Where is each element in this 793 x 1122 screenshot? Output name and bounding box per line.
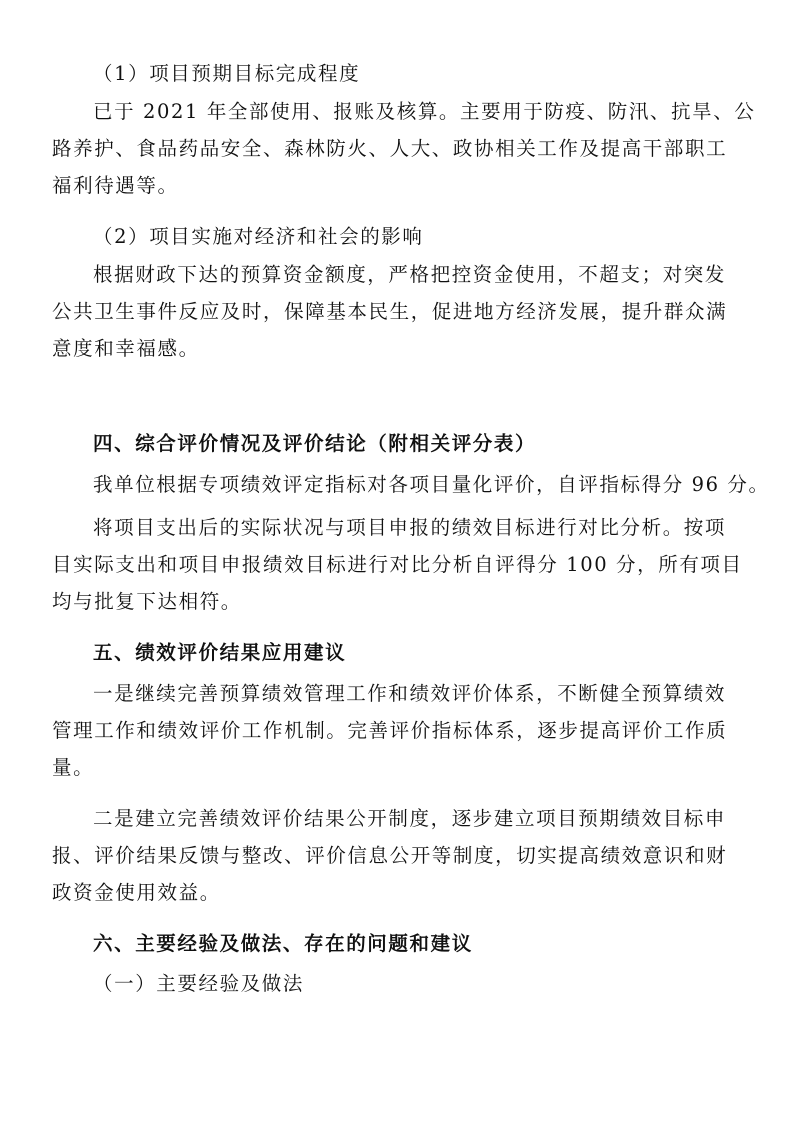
paragraph-3: [52, 466, 770, 503]
subheading-line: （2）项目实施对经济和社会的影响: [93, 225, 424, 248]
paragraph-5: [52, 675, 746, 786]
paragraph-line: 目实际支出和项目申报绩效目标进行对比分析自评得分 100 分，所有项目: [52, 553, 743, 576]
paragraph-1: [52, 93, 756, 204]
paragraph-line: 路养护、食品药品安全、森林防火、人大、政协相关工作及提高干部职工: [52, 137, 728, 160]
paragraph-line: 二是建立完善绩效评价结果公开制度，逐步建立项目预期绩效目标申: [93, 807, 727, 830]
paragraph-line: 量。: [52, 756, 95, 779]
subheading-1: [52, 55, 746, 92]
paragraph-line: 将项目支出后的实际状况与项目申报的绩效目标进行对比分析。按项: [93, 516, 727, 539]
section-heading-4: [52, 425, 746, 462]
paragraph-line: 管理工作和绩效评价工作机制。完善评价指标体系，逐步提高评价工作质: [52, 719, 728, 742]
paragraph-line: 一是继续完善预算绩效管理工作和绩效评价体系，不断健全预算绩效: [93, 682, 727, 705]
paragraph-line: 公共卫生事件反应及时，保障基本民生，促进地方经济发展，提升群众满: [52, 300, 728, 323]
subheading-3: [52, 965, 746, 1002]
section-heading-line: 六、主要经验及做法、存在的问题和建议: [93, 932, 473, 955]
paragraph-line: 意度和幸福感。: [52, 337, 200, 360]
subheading-line: （1）项目预期目标完成程度: [93, 62, 361, 85]
subheading-line: （一）主要经验及做法: [93, 972, 305, 995]
section-heading-line: 五、绩效评价结果应用建议: [93, 641, 347, 664]
section-heading-5: [52, 634, 746, 671]
section-heading-line: 四、综合评价情况及评价结论（附相关评分表）: [93, 432, 537, 455]
paragraph-2: [52, 256, 746, 367]
section-heading-6: [52, 925, 746, 962]
paragraph-line: 报、评价结果反馈与整改、评价信息公开等制度，切实提高绩效意识和财: [52, 844, 728, 867]
paragraph-line: 政资金使用效益。: [52, 881, 221, 904]
paragraph-6: [52, 800, 746, 911]
paragraph-line: 根据财政下达的预算资金额度，严格把控资金使用，不超支；对突发: [93, 263, 727, 286]
paragraph-line: 已于 2021 年全部使用、报账及核算。主要用于防疫、防汛、抗旱、公: [93, 100, 756, 123]
paragraph-line: 均与批复下达相符。: [52, 590, 242, 613]
paragraph-line: 我单位根据专项绩效评定指标对各项目量化评价，自评指标得分 96 分。: [93, 473, 770, 496]
paragraph-4: [52, 509, 746, 620]
subheading-2: [52, 218, 746, 255]
paragraph-line: 福利待遇等。: [52, 174, 179, 197]
